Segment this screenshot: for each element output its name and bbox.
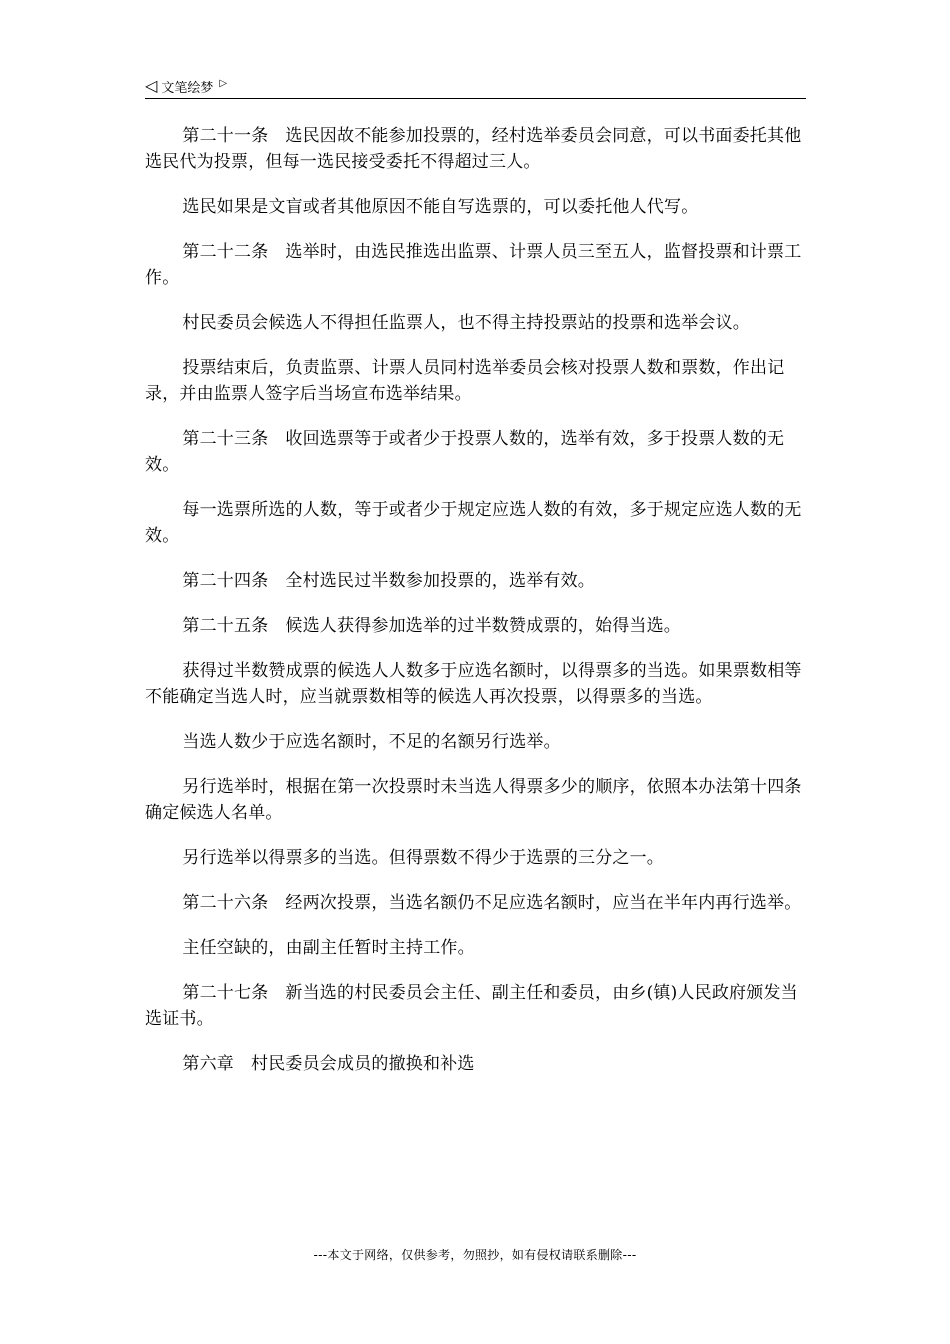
page-header [145, 74, 806, 98]
paragraph [145, 497, 806, 549]
paragraph [145, 194, 806, 220]
article-number: 第二十一条 [182, 126, 269, 146]
paragraph [145, 935, 806, 961]
article-number: 第二十四条 [182, 571, 269, 591]
paragraph [145, 310, 806, 336]
paragraph-text: 选民因故不能参加投票的，经村选举委员会同意，可以书面委托其他选民代为投票，但每一选民接受委托不得超过三人。 [145, 126, 802, 172]
article-number: 第二十五条 [182, 616, 269, 636]
right-triangle-icon: ▷ [219, 78, 228, 89]
paragraph-text: 当选人数少于应选名额时，不足的名额另行选举。 [182, 732, 561, 752]
paragraph-text: 选举时，由选民推选出监票、计票人员三至五人，监督投票和计票工作。 [145, 242, 802, 288]
paragraph [145, 729, 806, 755]
footer-notice: ---本文于网络，仅供参考，勿照抄，如有侵权请联系删除--- [313, 1248, 637, 1262]
chapter-number: 第六章 [182, 1054, 234, 1074]
paragraph-text: 全村选民过半数参加投票的，选举有效。 [285, 571, 595, 591]
left-triangle-icon: ◁ [145, 76, 158, 95]
article-number: 第二十三条 [182, 429, 269, 449]
article-number: 第二十二条 [182, 242, 269, 262]
paragraph [145, 123, 806, 175]
paragraph [145, 426, 806, 478]
paragraph-text: 主任空缺的，由副主任暂时主持工作。 [182, 938, 475, 958]
paragraph [145, 658, 806, 710]
article-number: 第二十六条 [182, 893, 269, 913]
paragraph-text: 候选人获得参加选举的过半数赞成票的，始得当选。 [285, 616, 681, 636]
paragraph-text: 经两次投票，当选名额仍不足应选名额时，应当在半年内再行选举。 [285, 893, 802, 913]
paragraph-text: 另行选举时，根据在第一次投票时未当选人得票多少的顺序，依照本办法第十四条确定候选人名单。 [145, 777, 802, 823]
paragraph-text: 另行选举以得票多的当选。但得票数不得少于选票的三分之一。 [182, 848, 664, 868]
paragraph [145, 845, 806, 871]
paragraph [145, 239, 806, 291]
header-title: 文笔绘梦 [161, 80, 214, 96]
paragraph-text: 村民委员会候选人不得担任监票人，也不得主持投票站的投票和选举会议。 [182, 313, 750, 333]
paragraph-text: 新当选的村民委员会主任、副主任和委员，由乡(镇)人民政府颁发当选证书。 [145, 983, 798, 1029]
paragraph [145, 890, 806, 916]
paragraph-text: 收回选票等于或者少于投票人数的，选举有效，多于投票人数的无效。 [145, 429, 785, 475]
paragraph-text: 选民如果是文盲或者其他原因不能自写选票的，可以委托他人代写。 [182, 197, 699, 217]
paragraph-text: 每一选票所选的人数，等于或者少于规定应选人数的有效，多于规定应选人数的无效。 [145, 500, 802, 546]
header-divider [145, 98, 806, 99]
article-number: 第二十七条 [182, 983, 269, 1003]
paragraph-text: 投票结束后，负责监票、计票人员同村选举委员会核对投票人数和票数，作出记录，并由监票人签字后当场宣布选举结果。 [145, 358, 785, 404]
paragraph [145, 774, 806, 826]
paragraph [145, 613, 806, 639]
paragraph [145, 568, 806, 594]
paragraph [145, 355, 806, 407]
paragraph-text: 获得过半数赞成票的候选人人数多于应选名额时，以得票多的当选。如果票数相等不能确定当选人时，应当就票数相等的候选人再次投票，以得票多的当选。 [145, 661, 802, 707]
document-body [145, 123, 806, 1096]
chapter-title: 村民委员会成员的撤换和补选 [251, 1054, 475, 1074]
chapter-heading [145, 1051, 806, 1077]
paragraph [145, 980, 806, 1032]
